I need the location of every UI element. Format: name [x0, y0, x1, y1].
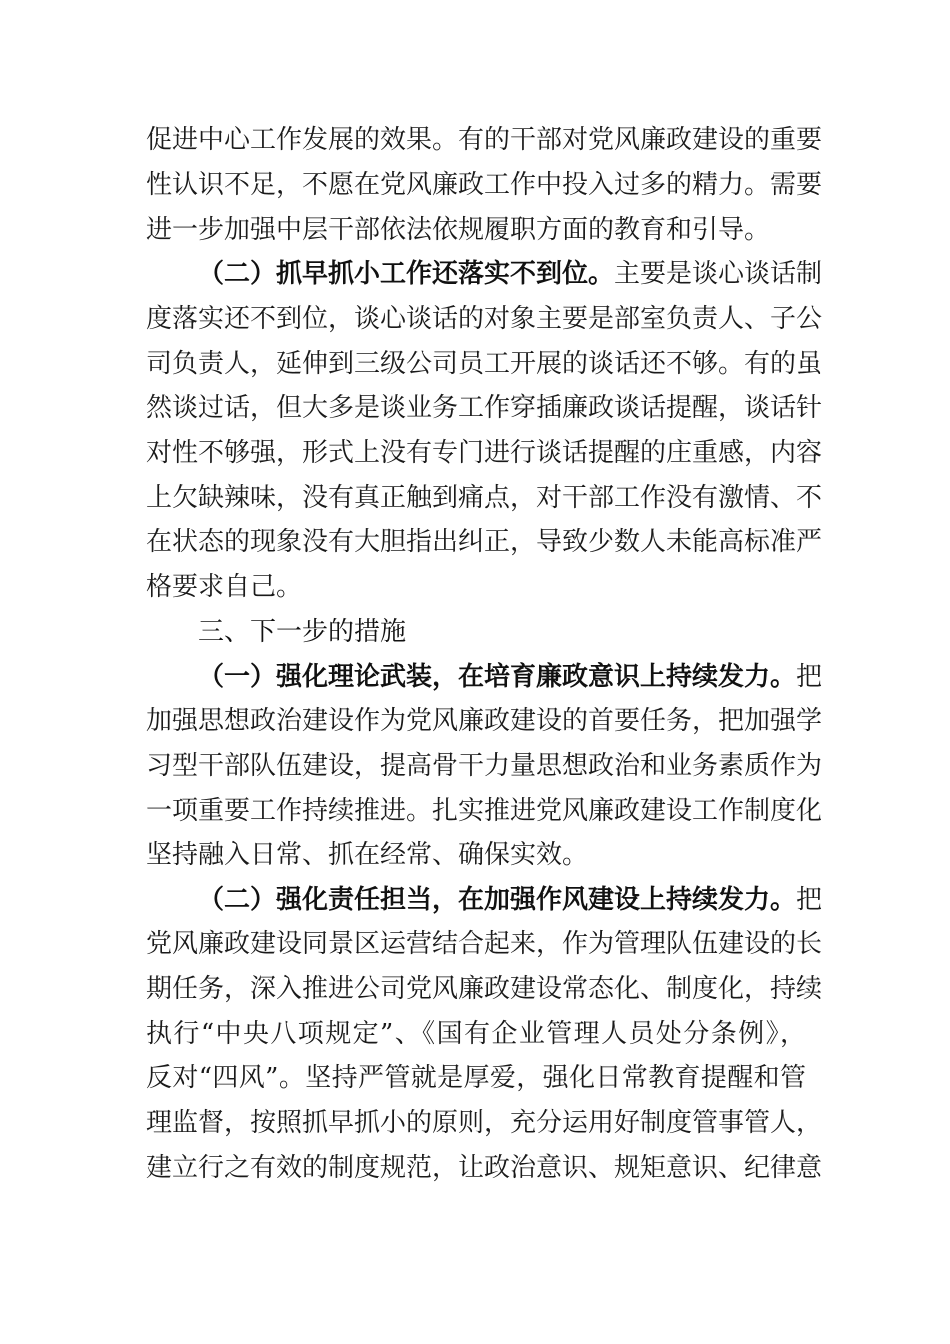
paragraph-lead-rest: 把 [796, 885, 823, 915]
paragraph-lead: （二）强化责任担当，在加强作风建设上持续发力。 [198, 885, 797, 915]
paragraph-line: 理监督，按照抓早抓小的原则，充分运用好制度管事管人， [146, 1108, 823, 1138]
paragraph-line: 在状态的现象没有大胆指出纠正，导致少数人未能高标准严 [146, 527, 823, 557]
paragraph-line: 性认识不足，不愿在党风廉政工作中投入过多的精力。需要 [146, 170, 823, 200]
paragraph-lead-rest: 把 [796, 662, 823, 692]
paragraph-line: 建立行之有效的制度规范，让政治意识、规矩意识、纪律意 [146, 1153, 823, 1183]
paragraph-first-line [198, 878, 823, 922]
paragraph-lead: （二）抓早抓小工作还落实不到位。 [198, 259, 615, 289]
paragraph-first-line [198, 655, 823, 699]
paragraph-line: 进一步加强中层干部依法依规履职方面的教育和引导。 [146, 215, 771, 245]
paragraph-line: 期任务，深入推进公司党风廉政建设常态化、制度化，持续 [146, 974, 823, 1004]
paragraph-line: 一项重要工作持续推进。扎实推进党风廉政建设工作制度化 [146, 796, 823, 826]
section-heading: 三、下一步的措施 [198, 617, 407, 647]
paragraph-line: 习型干部队伍建设，提高骨干力量思想政治和业务素质作为 [146, 751, 823, 781]
paragraph-lead: （一）强化理论武装，在培育廉政意识上持续发力。 [198, 662, 797, 692]
paragraph-line: 然谈过话，但大多是谈业务工作穿插廉政谈话提醒，谈话针 [146, 393, 823, 423]
paragraph-first-line [198, 252, 823, 296]
paragraph-line: 度落实还不到位，谈心谈话的对象主要是部室负责人、子公 [146, 304, 823, 334]
paragraph-line: 司负责人，延伸到三级公司员工开展的谈话还不够。有的虽 [146, 349, 823, 379]
paragraph-line: 格要求自己。 [146, 572, 303, 602]
paragraph-line: 加强思想政治建设作为党风廉政建设的首要任务，把加强学 [146, 706, 823, 736]
paragraph-line: 反对“四风”。坚持严管就是厚爱，强化日常教育提醒和管 [146, 1063, 806, 1093]
paragraph-lead-rest: 主要是谈心谈话制 [614, 259, 823, 289]
paragraph-line: 对性不够强，形式上没有专门进行谈话提醒的庄重感，内容 [146, 438, 823, 468]
paragraph-line: 促进中心工作发展的效果。有的干部对党风廉政建设的重要 [146, 125, 823, 155]
paragraph-line: 党风廉政建设同景区运营结合起来，作为管理队伍建设的长 [146, 929, 823, 959]
paragraph-line: 坚持融入日常、抓在经常、确保实效。 [146, 840, 589, 870]
paragraph-line: 执行“中央八项规定”、《国有企业管理人员处分条例》， [146, 1019, 806, 1049]
paragraph-line: 上欠缺辣味，没有真正触到痛点，对干部工作没有激情、不 [146, 483, 823, 513]
